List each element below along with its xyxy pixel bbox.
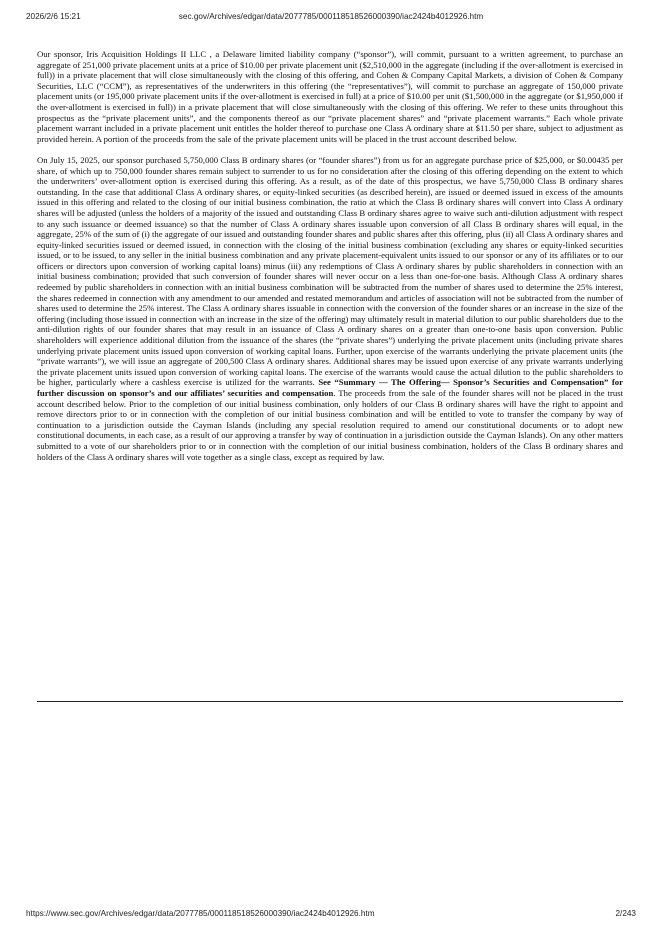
cross-reference-bold: See “Summary — The Offering— Sponsor’s Securities and Compensation” for further discussion on sponsor’s and our affiliates’ securities and compensation [37, 377, 623, 398]
print-footer-url: https://www.sec.gov/Archives/edgar/data/2077785/000118518526000390/iac2424b4012926.htm [26, 909, 375, 918]
document-body [37, 49, 623, 473]
page-indicator: 2/243 [615, 909, 636, 918]
print-header [26, 12, 636, 26]
paragraph-private-placement: Our sponsor, Iris Acquisition Holdings II LLC , a Delaware limited liability company (“sponsor”), will commit, pursuant to a written agreement, to purchase an aggregate of 251,000 private placement units at a price of $10.00 per private placement unit ($2,510,000 in the aggregate (including if the over-allotment is exercised in full)) in a private placement that will close simultaneously with the closing of this offering, and Cohen & Company Capital Markets, a division of Cohen & Company Securities, LLC (“CCM”), as representatives of the underwriters in this offering (the “representatives”), will commit to purchase an aggregate of 150,000 private placement units (or 195,000 private placement units if the over-allotment is exercised in full) at a price of $10.00 per unit ($1,500,000 in the aggregate (or $1,950,000 if the over-allotment is exercised in full)) in a private placement that will close simultaneously with the closing of this offering. We refer to these units throughout this prospectus as the “private placement units”, and the components thereof as our “private placement shares” and “private placement warrants.” Each whole private placement warrant included in a private placement unit entitles the holder thereof to purchase one Class A ordinary share at $11.50 per share, subject to adjustment as provided herein. A portion of the proceeds from the sale of the private placement units will be placed in the trust account described below. [37, 49, 623, 144]
print-timestamp: 2026/2/6 15:21 [26, 12, 81, 21]
print-footer [26, 909, 636, 923]
paragraph-founder-shares [37, 155, 623, 462]
print-header-url: sec.gov/Archives/edgar/data/2077785/000118518526000390/iac2424b4012926.htm [178, 12, 484, 21]
paragraph-founder-shares-text-cont: . The proceeds from the sale of the founder shares will not be placed in the trust account described below. Prior to the completion of our initial business combination, only holders of our Class B ordinary shares will have the right to appoint and remove directors prior to or in connection with the completion of our initial business combination and will be entitled to vote to transfer the company by way of continuation to a jurisdiction outside the Cayman Islands (including any special resolution required to amend our constitutional documents or to adopt new constitutional documents, in each case, as a result of our approving a transfer by way of continuation in a jurisdiction outside the Cayman Islands). On any other matters submitted to a vote of our shareholders prior to or in connection with the completion of our initial business combination, holders of the Class B ordinary shares and holders of the Class A ordinary shares will vote together as a single class, except as required by law. [37, 388, 624, 462]
paragraph-founder-shares-text: On July 15, 2025, our sponsor purchased 5,750,000 Class B ordinary shares (or “founder shares”) from us for an aggregate purchase price of $25,000, or $0.00435 per share, of which up to 750,000 founder shares remain subject to surrender to us for no consideration after the closing of this offering depending on the extent to which the underwriters’ over-allotment option is exercised during this offering. As a result, as of the date of this prospectus, we have 5,750,000 Class B ordinary shares outstanding. In the case that additional Class A ordinary shares, or equity-linked securities (as described herein), are issued or deemed issued in excess of the amounts issued in this offering and related to the closing of our initial business combination, the ratio at which the Class B ordinary shares will convert into Class A ordinary shares will be adjusted (unless the holders of a majority of the issued and outstanding Class B ordinary shares agree to waive such anti-dilution adjustment with respect to any such issuance or deemed issuance) so that the number of Class A ordinary shares issuable upon conversion of all Class B ordinary shares will equal, in the aggregate, 25% of the sum of (i) the aggregate of our issued and outstanding founder shares and public shares after this offering, plus (ii) all Class A ordinary shares and equity-linked securities issued or deemed issued, in connection with the closing of the initial business combination (excluding any shares or equity-linked securities issued, or to be issued, to any seller in the initial business combination and any private placement-equivalent units issued to our sponsor or any of its affiliates or to our officers or directors upon conversion of working capital loans) minus (iii) any redemptions of Class A ordinary shares by public shareholders in connection with an initial business combination; provided that such conversion of founder shares will never occur on a less than one-for-one basis. Although Class A ordinary shares redeemed by public shareholders in connection with an initial business combination will be subtracted from the number of shares used to determine the 25% interest, the shares redeemed in connection with any amendment to our amended and restated memorandum and articles of association will not be subtracted from the number of shares used to determine the 25% interest. The Class A ordinary shares issuable in connection with the conversion of the founder shares or an increase in the size of the offering (including those issued in connection with an increase in the size of the offering) may ultimately result in material dilution to our public shareholders due to the anti-dilution rights of our founder shares that may result in an issuance of Class A ordinary shares on a greater than one-to-one basis upon conversion. Public shareholders will experience additional dilution from the issuance of the shares (the “private shares”) underlying the private placement units (including private shares underlying private placement units issued upon conversion of working capital loans. Further, upon exercise of the warrants underlying the private placement units (the “private warrants”), we will issue an aggregate of 200,500 Class A ordinary shares. Additional shares may be issued upon exercise of any private warrants underlying the private placement units issued upon conversion of working capital loans. The exercise of the warrants would cause the actual dilution to the public shareholders to be higher, particularly where a cashless exercise is utilized for the warrants. [37, 154, 623, 388]
page-divider [37, 701, 623, 702]
